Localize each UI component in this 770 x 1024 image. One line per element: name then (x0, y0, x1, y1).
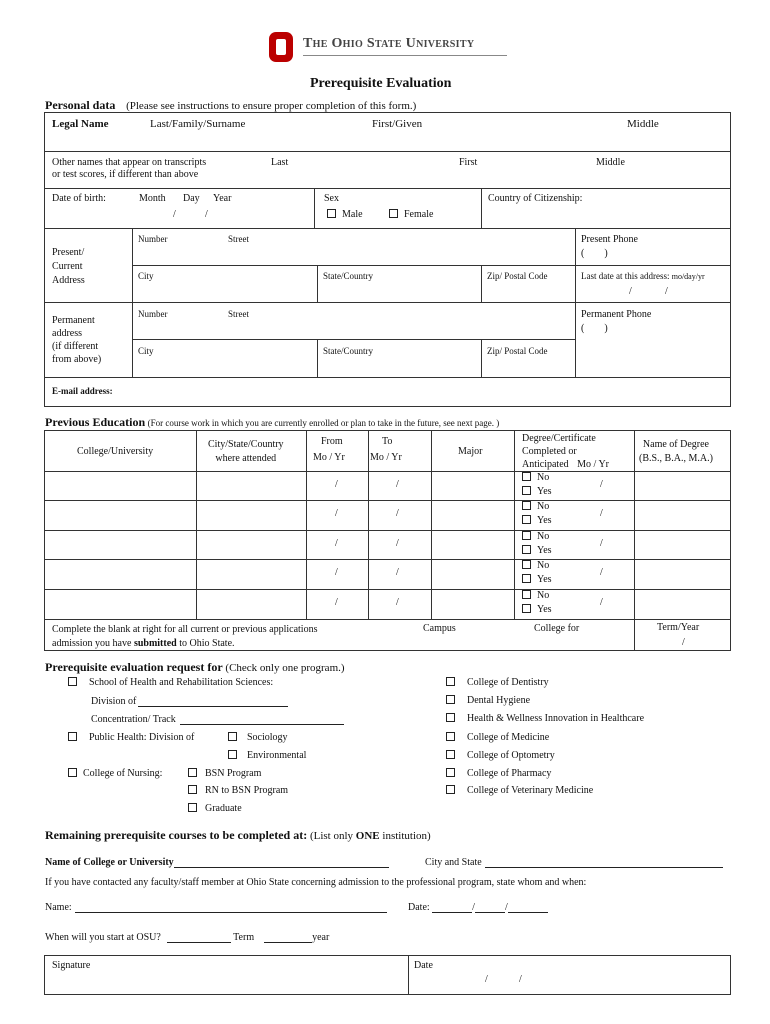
last-date-label: Last date at this address: mo/day/yr (581, 271, 705, 281)
checkbox-icon (327, 209, 336, 218)
degree-date-slash: / (600, 597, 603, 608)
other-first-label: First (459, 157, 478, 168)
signature-label: Signature (52, 960, 91, 971)
col-from: From (321, 436, 343, 447)
from-slash: / (335, 597, 338, 608)
other-names-label: Other names that appear on transcripts or test scores, if different than above (52, 157, 207, 180)
checkbox-icon (228, 750, 237, 759)
degree-yes-checkbox[interactable]: Yes (522, 486, 552, 497)
checkbox-icon (188, 768, 197, 777)
degree-no-checkbox[interactable]: No (522, 531, 549, 542)
request-section-title: Prerequisite evaluation request for (Check only one program.) (45, 660, 345, 674)
last-family-label: Last/Family/Surname (150, 118, 246, 130)
col-city: City/State/Country where attended (208, 439, 284, 464)
bsn-checkbox[interactable]: BSN Program (188, 768, 261, 779)
checkbox-icon (522, 590, 531, 599)
shrs-checkbox[interactable]: School of Health and Rehabilitation Sciences: (68, 677, 273, 688)
signature-date-slash-1: / (485, 974, 488, 985)
col-to-moyr: Mo / Yr (370, 452, 402, 463)
degree-yes-checkbox[interactable]: Yes (522, 515, 552, 526)
graduate-checkbox[interactable]: Graduate (188, 803, 242, 814)
checkbox-icon (68, 768, 77, 777)
last-date-slash-2: / (665, 286, 668, 297)
from-slash: / (335, 479, 338, 490)
present-phone-label: Present Phone (581, 234, 638, 245)
rn-bsn-checkbox[interactable]: RN to BSN Program (188, 785, 288, 796)
signature-date-label: Date (414, 960, 433, 971)
concentration-field[interactable]: Concentration/ Track (91, 713, 344, 725)
degree-no-checkbox[interactable]: No (522, 501, 549, 512)
permanent-city-label: City (138, 346, 154, 356)
city-state-field[interactable]: City and State (425, 856, 723, 868)
checkbox-icon (522, 501, 531, 510)
present-street-label: Street (228, 234, 249, 244)
remaining-section-title: Remaining prerequisite courses to be completed at: (List only ONE institution) (45, 828, 431, 842)
checkbox-icon (68, 732, 77, 741)
to-slash: / (396, 508, 399, 519)
col-name-of-degree: Name of Degree (B.S., B.A., M.A.) (639, 439, 713, 464)
dob-label: Date of birth: (52, 193, 106, 204)
to-slash: / (396, 567, 399, 578)
permanent-street-label: Street (228, 309, 249, 319)
middle-label: Middle (627, 118, 659, 130)
submitted-note: Complete the blank at right for all current or previous applications admission you have submitted to Ohio State. (52, 624, 318, 649)
present-state-label: State/Country (323, 271, 373, 281)
page-title: Prerequisite Evaluation (310, 76, 452, 91)
sex-label: Sex (324, 193, 339, 204)
osu-logo (268, 31, 294, 63)
program-checkbox[interactable]: College of Pharmacy (446, 768, 551, 779)
program-checkbox[interactable]: College of Veterinary Medicine (446, 785, 593, 796)
college-name-field[interactable]: Name of College or University (45, 856, 389, 868)
program-checkbox[interactable]: College of Medicine (446, 732, 549, 743)
term-year-slash: / (682, 637, 685, 648)
checkbox-icon (522, 574, 531, 583)
to-slash: / (396, 479, 399, 490)
checkbox-icon (446, 768, 455, 777)
checkbox-icon (68, 677, 77, 686)
permanent-state-label: State/Country (323, 346, 373, 356)
signature-date-slash-2: / (519, 974, 522, 985)
checkbox-icon (188, 785, 197, 794)
education-section-title: Previous Education (For course work in which you are currently enrolled or plan to take in the future, see next page. ) (45, 415, 500, 429)
campus-label: Campus (423, 623, 456, 634)
col-to: To (382, 436, 393, 447)
college-for-label: College for (534, 623, 580, 634)
dob-year-label: Year (213, 193, 232, 204)
present-city-label: City (138, 271, 154, 281)
from-slash: / (335, 567, 338, 578)
permanent-phone-label: Permanent Phone (581, 309, 652, 320)
sociology-checkbox[interactable]: Sociology (228, 732, 288, 743)
personal-section-title: Personal data (Please see instructions to ensure proper completion of this form.) (45, 98, 417, 112)
to-slash: / (396, 538, 399, 549)
checkbox-icon (446, 732, 455, 741)
permanent-number-label: Number (138, 309, 168, 319)
first-given-label: First/Given (372, 118, 423, 130)
degree-date-slash: / (600, 508, 603, 519)
degree-no-checkbox[interactable]: No (522, 590, 549, 601)
degree-no-checkbox[interactable]: No (522, 472, 549, 483)
dob-day-label: Day (183, 193, 200, 204)
dob-slash-1: / (173, 209, 176, 220)
present-phone-parens: ( ) (581, 248, 608, 259)
term-year-label: Term/Year (657, 622, 700, 633)
block-o-icon (268, 31, 294, 63)
female-checkbox[interactable]: Female (389, 209, 433, 220)
from-slash: / (335, 538, 338, 549)
checkbox-icon (522, 560, 531, 569)
permanent-zip-label: Zip/ Postal Code (487, 346, 548, 356)
environmental-checkbox[interactable]: Environmental (228, 750, 306, 761)
checkbox-icon (522, 472, 531, 481)
signature-box[interactable] (44, 955, 731, 995)
degree-yes-checkbox[interactable]: Yes (522, 574, 552, 585)
contacted-note: If you have contacted any faculty/staff member at Ohio State concerning admission to the professional program, state whom and when: (45, 877, 587, 888)
checkbox-icon (522, 604, 531, 613)
citizenship-label: Country of Citizenship: (488, 193, 583, 204)
checkbox-icon (446, 677, 455, 686)
from-slash: / (335, 508, 338, 519)
permanent-address-label: Permanent address (if different from above) (52, 315, 102, 365)
checkbox-icon (522, 531, 531, 540)
degree-date-slash: / (600, 538, 603, 549)
checkbox-icon (446, 695, 455, 704)
university-name: The Ohio State University (303, 36, 475, 51)
degree-yes-checkbox[interactable]: Yes (522, 604, 552, 615)
division-of-field[interactable]: Division of (91, 695, 288, 707)
start-field[interactable]: When will you start at OSU? Term year (45, 932, 330, 943)
degree-yes-checkbox[interactable]: Yes (522, 545, 552, 556)
checkbox-icon (446, 750, 455, 759)
col-degree: Degree/Certificate Completed or Anticipated Mo / Yr (522, 433, 610, 470)
checkbox-icon (188, 803, 197, 812)
degree-no-checkbox[interactable]: No (522, 560, 549, 571)
checkbox-icon (446, 713, 455, 722)
col-college: College/University (77, 446, 154, 457)
checkbox-icon (522, 515, 531, 524)
dob-slash-2: / (205, 209, 208, 220)
checkbox-icon (522, 545, 531, 554)
dob-month-label: Month (139, 193, 166, 204)
other-last-label: Last (271, 157, 289, 168)
to-slash: / (396, 597, 399, 608)
last-date-slash-1: / (629, 286, 632, 297)
program-checkbox[interactable]: Health & Wellness Innovation in Healthcare (446, 713, 644, 724)
permanent-phone-parens: ( ) (581, 323, 608, 334)
checkbox-icon (389, 209, 398, 218)
education-table (44, 430, 731, 651)
legal-name-label: Legal Name (52, 118, 109, 130)
program-checkbox[interactable]: Dental Hygiene (446, 695, 530, 706)
checkbox-icon (446, 785, 455, 794)
header-rule (303, 55, 507, 56)
male-checkbox[interactable]: Male (327, 209, 363, 220)
degree-date-slash: / (600, 567, 603, 578)
present-zip-label: Zip/ Postal Code (487, 271, 548, 281)
degree-date-slash: / (600, 479, 603, 490)
other-middle-label: Middle (596, 157, 625, 168)
col-from-moyr: Mo / Yr (313, 452, 345, 463)
checkbox-icon (522, 486, 531, 495)
contact-name-field[interactable]: Name: (45, 901, 387, 913)
checkbox-icon (228, 732, 237, 741)
col-major: Major (458, 446, 483, 457)
present-number-label: Number (138, 234, 168, 244)
public-health-checkbox[interactable]: Public Health: Division of (68, 732, 194, 743)
program-checkbox[interactable]: College of Dentistry (446, 677, 549, 688)
program-checkbox[interactable]: College of Optometry (446, 750, 555, 761)
nursing-checkbox[interactable]: College of Nursing: (68, 768, 162, 779)
contact-date-field[interactable]: Date: / / (408, 901, 548, 913)
email-label: E-mail address: (52, 386, 113, 396)
present-address-label: Present/ Current Address (52, 247, 85, 286)
